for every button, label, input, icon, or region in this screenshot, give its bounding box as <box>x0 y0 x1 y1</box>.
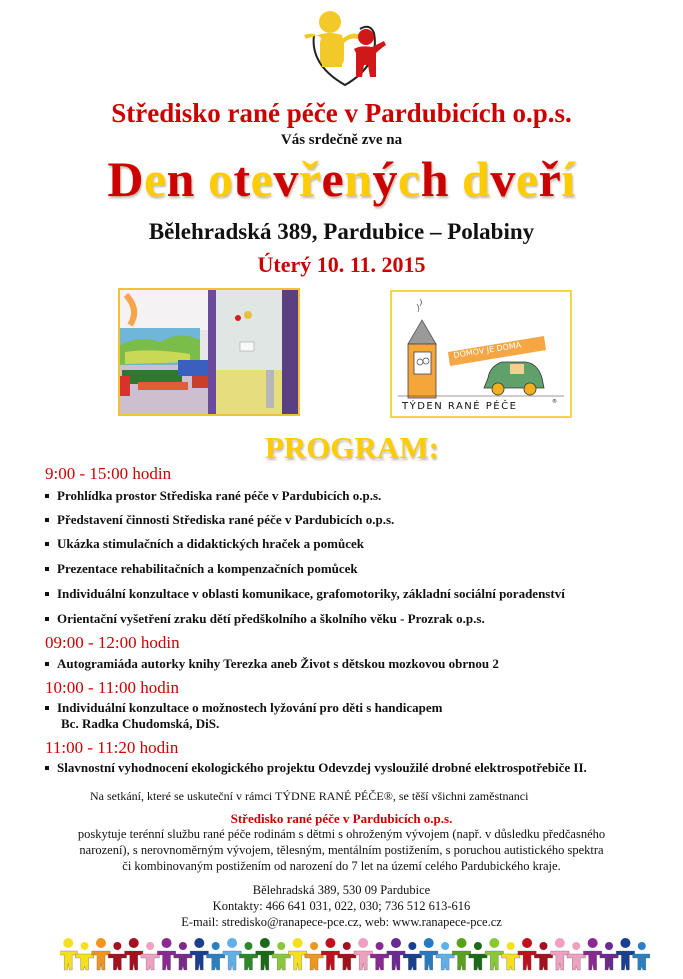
program-item: Individuální konzultace v oblasti komunikace, grafomotoriky, základní sociální poradenství <box>45 586 565 602</box>
closing-note: Na setkání, které se uskuteční v rámci TÝDNE RANÉ PÉČE®, se těší všichni zaměstnanci <box>90 789 529 803</box>
poster-caption: TÝDEN RANÉ PÉČE <box>402 401 518 412</box>
footer-address: Bělehradská 389, 530 09 Pardubice <box>252 883 431 897</box>
program-item: Autogramiáda autorky knihy Terezka aneb Život s dětskou mozkovou obrnou 2 <box>45 656 499 672</box>
program-item: Ukázka stimulačních a didaktických hraček a pomůcek <box>45 536 364 552</box>
tyden-rane-pece-poster <box>390 290 572 418</box>
poster-banner-text: DOMOV JE DOMA <box>452 340 522 360</box>
program-item: Prezentace rehabilitačních a kompenzačních pomůcek <box>45 561 358 577</box>
program-item: Představení činnosti Střediska rané péče v Pardubicích o.p.s. <box>45 512 394 528</box>
program-item: Orientační vyšetření zraku dětí předškolního a školního věku - Prozrak o.p.s. <box>45 611 485 627</box>
event-address: Bělehradská 389, Pardubice – Polabiny <box>148 219 535 244</box>
svg-text:®: ® <box>552 399 557 405</box>
time-slot-label: 10:00 - 11:00 hodin <box>45 678 179 697</box>
footer-email-web: E-mail: stredisko@ranapece-pce.cz, web: www.ranapece-pce.cz <box>181 915 502 929</box>
program-item-presenter: Bc. Radka Chudomská, DiS. <box>61 716 220 731</box>
footer-organization-name: Středisko rané péče v Pardubicích o.p.s. <box>230 811 453 826</box>
footer-contacts: Kontakty: 466 641 031, 022, 030; 736 512 613-616 <box>212 899 471 913</box>
invitation-line: Vás srdečně zve na <box>280 132 403 148</box>
event-title: Den otevřených dveří <box>107 151 576 207</box>
program-item: Individuální konzultace o možnostech lyžování pro děti s handicapem Bc. Radka Chudomská, DiS. <box>45 700 442 732</box>
time-slot-label: 09:00 - 12:00 hodin <box>45 633 180 652</box>
time-slot-label: 9:00 - 15:00 hodin <box>45 464 172 483</box>
footer-description: poskytuje terénní službu rané péče rodinám s dětmi s ohroženým vývojem (např. v důsledku předčasného narození), s nerovnoměrným vývojem, tělesným, mentálním postižením, s poruchou autistického spektra či kombinovaným postižením od narození do 7 let na území celého Pardubického kraje. <box>77 827 606 873</box>
program-item: Prohlídka prostor Střediska rané péče v Pardubicích o.p.s. <box>45 488 381 504</box>
playroom-door-photo <box>118 288 300 416</box>
event-date: Úterý 10. 11. 2015 <box>257 252 426 277</box>
children-chain-decoration-icon <box>60 936 650 972</box>
organization-name: Středisko rané péče v Pardubicích o.p.s. <box>111 98 572 128</box>
time-slot-label: 11:00 - 11:20 hodin <box>45 738 179 757</box>
program-item: Slavnostní vyhodnocení ekologického projektu Odevzdej vysloužilé drobné elektrospotřebiče II. <box>45 760 587 776</box>
heart-family-logo-icon <box>300 5 390 90</box>
program-heading: PROGRAM: <box>265 430 439 465</box>
